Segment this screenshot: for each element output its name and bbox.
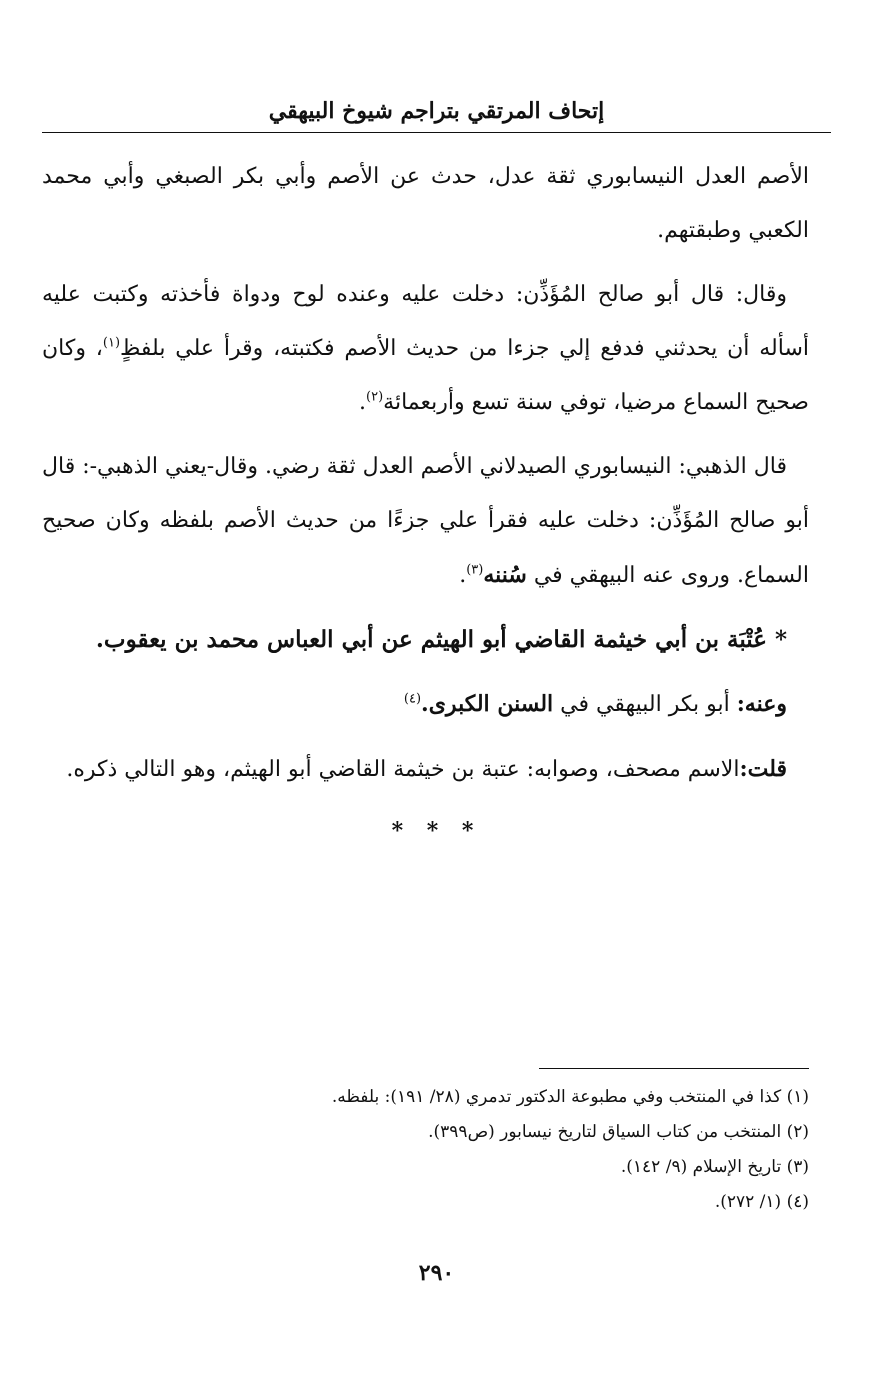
paragraph-6-label: قلت: [739, 756, 787, 782]
paragraph-5 [42, 677, 809, 732]
header-rule [42, 132, 831, 133]
paragraph-5-label: وعنه: [736, 691, 787, 717]
paragraph-3-end: . [459, 563, 467, 588]
paragraph-6-text: الاسم مصحف، وصوابه: عتبة بن خيثمة القاضي أبو الهيثم، وهو التالي ذكره. [66, 757, 740, 782]
entry-heading: * عُتْبَة بن أبي خيثمة القاضي أبو الهيثم عن أبي العباس محمد بن يعقوب. [95, 626, 787, 653]
footnote-ref-4: (٤) [403, 691, 422, 707]
book-title-sunanih: سُننه [483, 562, 527, 588]
footnotes [42, 1080, 809, 1220]
section-separator: * * * [391, 818, 482, 844]
paragraph-5-text: أبو بكر البيهقي في [553, 692, 737, 717]
footnote-4: (٤) (١/ ٢٧٢). [714, 1192, 809, 1212]
paragraph-3-text: قال الذهبي: النيسابوري الصيدلاني الأصم العدل ثقة رضي. وقال-يعني الذهبي-: قال أبو صالح المُؤَذِّن: دخلت عليه فقرأ علي جزءًا من حديث الأصم بلفظه وكان صحيح السماع. وروى عنه البيهقي في [42, 454, 809, 588]
paragraph-2-end: . [359, 390, 367, 415]
running-header: إتحاف المرتقي بتراجم شيوخ البيهقي [268, 98, 605, 124]
paragraph-2-text-b: ، وكان صحيح السماع مرضيا، توفي سنة تسع وأربعمائة [42, 336, 809, 415]
paragraph-2-text-a: وقال: قال أبو صالح المُؤَذِّن: دخلت عليه وعنده لوح ودواة فأخذته وكتبت عليه أسأله أن يحدثني فدفع إلي جزءا من حديث الأصم فكتبته، وقرأ علي بلفظٍ [42, 282, 809, 361]
footnote-ref-3: (٣) [466, 562, 484, 578]
footnote-1: (١) كذا في المنتخب وفي مطبوعة الدكتور تدمري (٢٨/ ١٩١): بلفظه. [331, 1087, 809, 1107]
footnote-ref-1: (١) [102, 335, 121, 351]
paragraph-3 [42, 440, 809, 603]
paragraph-2 [42, 268, 809, 430]
paragraph-6 [42, 742, 809, 797]
footnote-rule [539, 1068, 809, 1069]
footnote-ref-2: (٢) [366, 389, 384, 405]
footnote-2: (٢) المنتخب من كتاب السياق لتاريخ نيسابور (ص٣٩٩). [428, 1122, 809, 1142]
footnote-3: (٣) تاريخ الإسلام (٩/ ١٤٢). [620, 1157, 809, 1177]
paragraph-1: الأصم العدل النيسابوري ثقة عدل، حدث عن الأصم وأبي بكر الصبغي وأبي محمد الكعبي وطبقتهم. [42, 164, 809, 243]
main-text [42, 150, 809, 797]
book-title-sunan-kubra: السنن الكبرى. [421, 691, 554, 717]
page-number: ٢٩٠ [418, 1260, 455, 1286]
